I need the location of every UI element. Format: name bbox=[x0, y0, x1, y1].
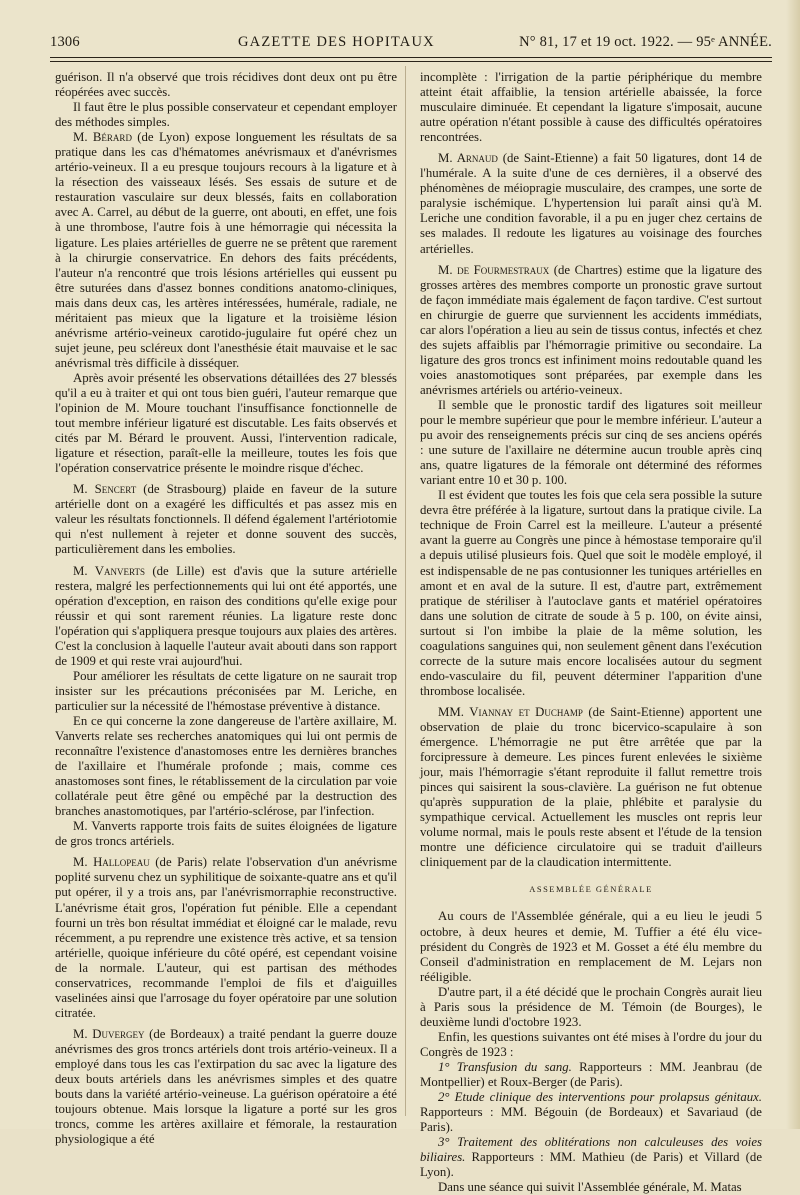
speaker-name: M. Bérard bbox=[73, 130, 132, 145]
journal-title: GAZETTE DES HOPITAUX bbox=[238, 34, 435, 50]
speaker-name: M. Sencert bbox=[73, 482, 137, 497]
speaker-name: M. Vanverts bbox=[73, 563, 145, 578]
column-divider bbox=[405, 66, 406, 1116]
paragraph bbox=[55, 371, 397, 476]
paragraph bbox=[55, 564, 397, 669]
speaker-name: MM. Viannay et Duchamp bbox=[438, 704, 583, 719]
paragraph-text: Rapporteurs : MM. Bégouin (de Bordeaux) et Savariaud (de Paris). bbox=[420, 1105, 762, 1135]
speaker-name: M. de Fourmestraux bbox=[438, 262, 550, 277]
paragraph bbox=[55, 70, 397, 100]
paragraph-text: Dans une séance qui suivit l'Assemblée générale, M. Matas bbox=[438, 1180, 742, 1195]
paragraph bbox=[420, 488, 762, 699]
paragraph-text: Enfin, les questions suivantes ont été mises à l'ordre du jour du Congrès de 1923 : bbox=[420, 1029, 762, 1059]
paragraph bbox=[55, 855, 397, 1021]
page-number: 1306 bbox=[50, 34, 80, 50]
paragraph bbox=[420, 1180, 762, 1195]
paragraph bbox=[420, 1090, 762, 1135]
paragraph-text: incomplète : l'irrigation de la partie périphérique du membre atteint était affaiblie, la tension artérielle abaissée, la force musculaire diminuée. Et cependant la ligature s'imposait, aucune autre opération n'étant possible à cause des difficultés opératoires rencontrées. bbox=[420, 70, 762, 145]
paragraph-text: D'autre part, il a été décidé que le prochain Congrès aurait lieu à Paris sous la présidence de M. Témoin (de Bourges), le deuxième lundi d'octobre 1923. bbox=[420, 984, 762, 1029]
paragraph bbox=[420, 151, 762, 256]
agenda-topic: 3° Traitement des oblitérations non calculeuses des voies biliaires. bbox=[420, 1135, 762, 1165]
paragraph bbox=[55, 819, 397, 849]
paragraph-text: Rapporteurs : MM. Mathieu (de Paris) et Villard (de Lyon). bbox=[420, 1150, 762, 1180]
paragraph-text: (de Lyon) expose longuement les résultats de sa pratique dans les cas d'hématomes anévrismaux et d'anévrismes artério-veineux. Il a eu presque toujours recours à la ligature et à la résection des vaisseaux lésés. Ses essais de suture et de restauration vasculaire sur deux blessés, faits en collaboration avec A. Carrel, au début de la guerre, ont abouti, en effet, une fois à une thrombose, l'autre fois à une hémorragie qui nécessita la ligature. Les plaies artérielles de guerre ne se prêtent que rarement à la chirurgie conservatrice. En dehors des faits précédents, l'auteur n'a rencontré que trois lésions artérielles qui eussent pu être suturées dans d'assez bonnes conditions anatomo-cliniques, mais dans deux cas, les artères intéressées, humérale, radiale, ne méritaient pas mieux que la ligature et la troisième lésion anévrisme artério-veineux carotido-jugulaire fut opéré chez un sujet jeune, peu scléreux dont l'anesthésie était mauvaise et le sac anévrismal très difficile à disséquer. bbox=[55, 130, 397, 370]
paragraph-text: Après avoir présenté les observations détaillées des 27 blessés qu'il a eu à traiter et qui ont tous bien guéri, l'auteur remarque que l'opinion de M. Moure touchant l'insuffisance fonctionnelle de tout membre inférieur ligaturé est discutable. Les faits observés et cités par M. Bérard le prouvent. Aussi, l'intervention radicale, ligature et résection, paraît-elle la meilleure, toutes les fois que l'opération conservatrice présente le moindre risque d'échec. bbox=[55, 370, 397, 476]
paragraph bbox=[55, 669, 397, 714]
paragraph bbox=[55, 482, 397, 557]
speaker-name: M. Arnaud bbox=[438, 151, 498, 166]
paragraph-text: (de Saint-Etienne) apportent une observation de plaie du tronc bicervico-scapulaire à son émergence. L'hémorragie ne put être arrêtée que par la forcipressure à demeure. Les pinces furent enlevées le sixième jour, mais l'hémorragie s'étant reproduite il fallut remettre trois pinces qui saisirent la sous-clavière. La guérison ne fut obtenue qu'après suppuration de la plaie, phlébite et paralysie du sympathique cervical. Actuellement les muscles ont repris leur volume normal, mais le pouls reste absent et l'étude de la tension montre une déficience circulatoire qui se traduit d'ailleurs cliniquement par de la claudication intermittente. bbox=[420, 704, 762, 870]
speaker-name: M. Hallopeau bbox=[73, 855, 150, 870]
paragraph bbox=[55, 100, 397, 130]
section-heading: ASSEMBLÉE GÉNÉRALE bbox=[529, 884, 653, 895]
paragraph bbox=[55, 130, 397, 371]
paragraph-text: Il semble que le pronostic tardif des ligatures soit meilleur pour le membre supérieur que pour le membre inférieur. L'auteur a pu avoir des renseignements précis sur cinq de ses anciens opérés : une suture de l'axillaire ne détermine aucun trouble après cinq ans, quatre ligatures de la fémorale ont déterminé des réformes variant entre 10 et 30 p. 100. bbox=[420, 397, 762, 488]
paragraph-text: (de Bordeaux) a traité pendant la guerre douze anévrismes des gros troncs artériels dont trois artério-veineux. Il a employé dans tous les cas l'extirpation du sac avec la ligature des deux bouts artériels dans les anévrismes simples et des quatre bouts dans la variété artério-veineuse. La guérison opératoire a été toujours obtenue. Mais lorsque la ligature a porté sur les gros troncs, comme les artères axillaire et fémorale, la restauration physiologique a été bbox=[55, 1026, 397, 1147]
paragraph bbox=[420, 909, 762, 984]
paragraph-text: En ce qui concerne la zone dangereuse de l'artère axillaire, M. Vanverts relate ses recherches anatomiques qui lui ont permis de reconnaître l'existence d'anastomoses entre les dernières branches de l'axillaire et l'humérale profonde ; mais, comme ces anastomoses sont fines, le rétablissement de la circulation par voie collatérale peut être gêné ou empêché par la destruction des branches anastomotiques, par l'artério-sclérose, par l'infection. bbox=[55, 713, 397, 819]
left-column bbox=[55, 70, 397, 1147]
paragraph-text: Pour améliorer les résultats de cette ligature on ne saurait trop insister sur les précautions préconisées par M. Leriche, en particulier sur la nécessité de l'hémostase préventive à distance. bbox=[55, 668, 397, 713]
paragraph bbox=[420, 1030, 762, 1060]
paragraph-text: Il faut être le plus possible conservateur et cependant employer des méthodes simples. bbox=[55, 100, 397, 130]
paragraph bbox=[420, 263, 762, 398]
page-header bbox=[50, 30, 772, 56]
paragraph bbox=[420, 1060, 762, 1090]
paragraph-text: (de Lille) est d'avis que la suture artérielle restera, malgré les perfectionnements qui lui ont été apportés, une opération d'exception, en raison des conditions qu'elle exige pour réussir et qui sont rarement réunies. La ligature reste donc l'opération qui s'appliquera presque toujours aux plaies des artères. C'est la conclusion à laquelle l'auteur avait abouti dans son rapport de 1909 et qui reste vrai aujourd'hui. bbox=[55, 563, 398, 668]
speaker-name: M. Duvergey bbox=[73, 1026, 145, 1041]
paragraph-text: M. Vanverts rapporte trois faits de suites éloignées de ligature de gros troncs artériels. bbox=[55, 819, 397, 849]
page-edge bbox=[786, 0, 800, 1129]
paragraph-text: guérison. Il n'a observé que trois récidives dont deux ont pu être réopérées avec succès. bbox=[55, 70, 397, 100]
paragraph-text: Au cours de l'Assemblée générale, qui a eu lieu le jeudi 5 octobre, à deux heures et demie, M. Tuffier a été élu vice-président du Congrès de 1923 et M. Gosset a été élu membre du Conseil d'administration en remplacement de M. Lejars non rééligible. bbox=[420, 909, 762, 984]
paragraph bbox=[420, 1135, 762, 1180]
paragraph-text: Il est évident que toutes les fois que cela sera possible la suture devra être préférée à la ligature, surtout dans la pratique civile. La technique de Froin Carrel est la meilleure. L'auteur a présenté avant la guerre au Congrès une pince à hémostase temporaire qu'il a depuis utilisé plusieurs fois. Quel que soit le modèle employé, il est indispensable de ne pas contusionner les tuniques artérielles en amont et en aval de la suture. Il est, d'autre part, extrêmement pratique de stériliser à l'autoclave gants et matériel opératoires dans une solution de citrate de soude à 5 p. 100, on évite ainsi, surtout si l'on imbibe la plaie de la même solution, les coagulations sanguines qui, non seulement gênent dans l'exécution correcte de la suture mais encore localisées autour du segment endo-vasculaire du fil, peuvent déterminer l'apparition d'une thrombose localisée. bbox=[420, 488, 762, 698]
paragraph bbox=[55, 1027, 397, 1147]
paragraph-text: Rapporteurs : MM. Jeanbrau (de Montpellier) et Roux-Berger (de Paris). bbox=[420, 1059, 762, 1089]
right-column bbox=[420, 70, 762, 1195]
paragraph-text: (de Strasbourg) plaide en faveur de la suture artérielle dont on a exagéré les difficultés et pas assez mis en valeur les résultats fonctionnels. Il défend également l'artériotomie qui n'est nullement à rejeter et donne souvent des succès, particulièrement dans les embolies. bbox=[55, 482, 397, 557]
paragraph bbox=[420, 398, 762, 488]
agenda-topic: 2° Etude clinique des interventions pour prolapsus génitaux. bbox=[438, 1090, 762, 1105]
agenda-topic: 1° Transfusion du sang. bbox=[438, 1059, 572, 1074]
paragraph-text: (de Paris) relate l'observation d'un anévrisme poplité survenu chez un syphilitique de soixante-quatre ans et qu'il put opérer, il y a trois ans, par l'anévrismorraphie reconstructive. L'anévrisme était gros, l'opération fut pénible. Elle a cependant fourni un très bon résultat immédiat et éloigné car le malade, revu récemment, a pu reprendre une existence très active, et sa tension artérielle, quoique inférieure du côté opéré, est cependant voisine de la normale. L'auteur, qui est partisan des méthodes conservatrices, recommande l'emploi de fils et d'aiguilles vaselinées ainsi que l'arrosage du foyer opératoire par une solution citratée. bbox=[55, 855, 397, 1020]
header-rule-thin bbox=[50, 61, 772, 62]
paragraph-text: (de Saint-Etienne) a fait 50 ligatures, dont 14 de l'humérale. A la suite d'une de ces dernières, il a observé des phénomènes de méiopragie musculaire, des crampes, une sorte de paralysie ischémique. L'hypertension lui paraît ainsi qu'à M. Leriche une condition favorable, il a pu en juger chez certains de ses malades. Il redoute les ligatures au voisinage des fourches artérielles. bbox=[420, 151, 762, 256]
paragraph-text: (de Chartres) estime que la ligature des grosses artères des membres comporte un pronostic grave surtout de façon immédiate mais également de façon tardive. C'est surtout en chirurgie de guerre que surviennent les accidents immédiats, car alors l'opération a lieu au sein de tissus contus, infectés et chez des sujets affaiblis par l'hémorragie primitive ou secondaire. La ligature des gros troncs est infiniment moins redoutable quand les voies anastomotiques sont préparées, par exemple dans les anévrismes artériels ou artério-veineux. bbox=[420, 262, 762, 397]
header-rule bbox=[50, 57, 772, 58]
paragraph bbox=[55, 714, 397, 819]
issue-info: N° 81, 17 et 19 oct. 1922. — 95ᵉ ANNÉE. bbox=[519, 34, 772, 50]
paragraph bbox=[420, 70, 762, 145]
paragraph bbox=[420, 985, 762, 1030]
paragraph bbox=[420, 705, 762, 871]
